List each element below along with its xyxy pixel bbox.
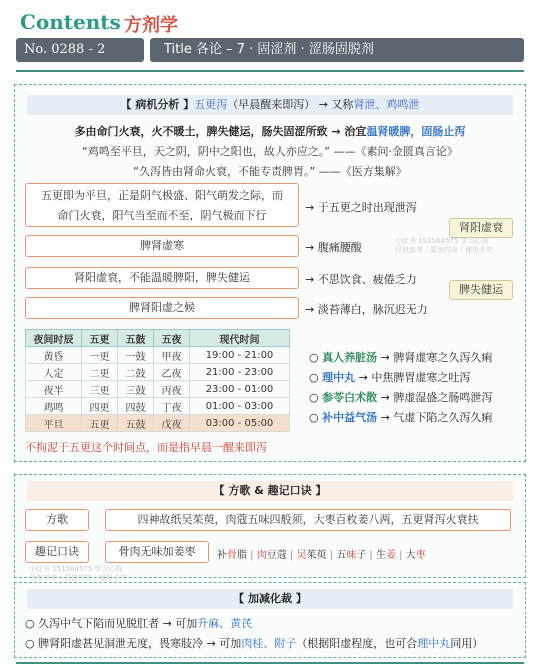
contents-label: Contents [20, 10, 121, 34]
herb-key-char: 姜 [385, 550, 396, 561]
table-cell: 三鼓 [118, 381, 154, 398]
modification-1: ○ 久泻中气下陷而见脱肛者 → 可加升麻、黄芪 [25, 617, 253, 630]
symptom-3: → 不思饮食、疲倦乏力 [305, 273, 417, 286]
formula-1: ○ 真人养脏汤 → 脾肾虚寒之久泻久痢 [309, 351, 493, 364]
table-header: 夜间时辰 [26, 330, 82, 347]
table-header: 五夜 [154, 330, 190, 347]
table-cell: 一鼓 [118, 347, 154, 364]
table-cell: 一更 [82, 347, 118, 364]
herb-prefix: 生 [375, 550, 386, 561]
header-divider [16, 70, 524, 72]
herb-suffix: 茱萸 [306, 550, 327, 561]
song-title: 【 方歌 & 趣记口诀 】 [27, 481, 513, 501]
cause-line: 多由命门火衰，火不暖土，脾失健运，肠失固涩所致 → 治宜温肾暖脾，固肠止泻 [74, 125, 466, 138]
table-cell: 戊夜 [154, 415, 190, 432]
formula-4: ○ 补中益气汤 → 气虚下陷之久泻久痢 [309, 411, 493, 424]
table-cell: 四鼓 [118, 398, 154, 415]
table-cell: 丙夜 [154, 381, 190, 398]
herb-prefix: 大 [405, 550, 416, 561]
table-cell: 甲夜 [154, 347, 190, 364]
table-cell: 鸡鸣 [26, 398, 82, 415]
modification-panel [14, 582, 526, 658]
subject-label: 方剂学 [124, 15, 178, 36]
song-panel [14, 474, 526, 582]
herb-prefix: 补 [217, 550, 227, 561]
table-cell: 五更 [82, 415, 118, 432]
formula-2: ○ 理中丸 → 中焦脾胃虚寒之吐泻 [309, 371, 471, 384]
timing-note: 不拘泥于五更这个时间点，而是指早晨一醒来即泻 [25, 441, 267, 454]
tag-kidney-yang: 肾阳虚衰 [449, 218, 513, 238]
table-cell: 23:00 - 01:00 [190, 381, 290, 398]
table-header: 五更 [82, 330, 118, 347]
page-number: No. 0288 - 2 [16, 38, 144, 62]
herb-key-char: 味 [346, 550, 357, 561]
symptom-1: → 于五更之时出现泄泻 [305, 201, 417, 214]
mnemonic-text: 骨肉无味加姜枣 [105, 541, 209, 563]
modification-title: 【 加减化裁 】 [27, 589, 513, 609]
table-cell: 二鼓 [118, 364, 154, 381]
table-cell: 二更 [82, 364, 118, 381]
formula-3: ○ 参苓白术散 → 脾虚湿盛之肠鸣泄泻 [309, 391, 493, 404]
table-cell: 四更 [82, 398, 118, 415]
table-row [26, 398, 290, 415]
table-cell: 黄昏 [26, 347, 82, 364]
herb-suffix: 豆蔻 [266, 550, 287, 561]
pathology-panel [14, 84, 526, 462]
symptom-2: → 腹痛腰酸 [305, 241, 362, 254]
song-label: 方歌 [25, 509, 89, 531]
herb-suffix: 子 [356, 550, 367, 561]
song-text: 四神故纸吴茱萸，肉蔻五味四般须，大枣百枚姜八两，五更肾泻火衰扶 [105, 509, 511, 531]
watermark: 小红书 151564575 学习心得 仅供参考｜原创内容｜谨用必究 [29, 565, 127, 582]
herb-suffix: 脂 [237, 550, 247, 561]
table-cell: 三更 [82, 381, 118, 398]
cause-box-1: 五更即为平旦，正是阴气极盛、阳气萌发之际，而命门火衰，阳气当至而不至，阴气极而下行 [25, 183, 299, 227]
symptom-4: → 淡苔薄白，脉沉迟无力 [305, 303, 428, 316]
footer-divider [16, 662, 524, 664]
table-cell: 丁夜 [154, 398, 190, 415]
table-cell: 21:00 - 23:00 [190, 364, 290, 381]
table-cell: 01:00 - 03:00 [190, 398, 290, 415]
table-cell: 夜半 [26, 381, 82, 398]
modification-2: ○ 脾肾阳虚甚见洞泄无度，畏寒肢冷 → 可加肉桂、附子（根据阳虚程度，也可合理中丸同用） [25, 637, 484, 650]
watermark: 小红书 151564575 学习心得 仅供参考｜原创内容｜谨用必究 [395, 237, 493, 254]
page-title: Title 各论 – 7 · 固涩剂 · 涩肠固脱剂 [150, 38, 524, 62]
cause-box-2: 脾肾虚寒 [25, 235, 299, 257]
night-watch-table [25, 329, 290, 432]
table-cell: 19:00 - 21:00 [190, 347, 290, 364]
table-row [26, 364, 290, 381]
cause-box-4: 脾肾阳虚之候 [25, 297, 299, 319]
table-cell: 五鼓 [118, 415, 154, 432]
pathology-title: 【 病机分析 】五更泻（早晨醒来即泻） → 又称肾泄、鸡鸣泄 [27, 95, 513, 115]
table-cell: 人定 [26, 364, 82, 381]
herb-key-char: 骨 [227, 550, 237, 561]
table-cell: 乙夜 [154, 364, 190, 381]
table-header: 现代时间 [190, 330, 290, 347]
table-row [26, 415, 290, 432]
herb-key-char: 吴 [296, 550, 307, 561]
tag-spleen: 脾失健运 [449, 280, 513, 300]
quote-yifang: “久泻皆由肾命火衰，不能专责脾胃。” ——《医方集解》 [133, 165, 407, 178]
herb-list: 补骨脂 | 肉豆蔻 | 吴茱萸 | 五味子 | 生姜 | 大枣 [217, 550, 426, 561]
herb-key-char: 枣 [415, 550, 426, 561]
table-row [26, 347, 290, 364]
header [14, 8, 526, 36]
cause-box-3: 肾阳虚衰，不能温暖脾阳，脾失健运 [25, 267, 299, 289]
table-row [26, 381, 290, 398]
herb-key-char: 肉 [256, 550, 267, 561]
table-cell: 03:00 - 05:00 [190, 415, 290, 432]
mnemonic-label: 趣记口诀 [25, 541, 89, 563]
quote-suwen: “鸡鸣至平旦，天之阴，阴中之阳也，故人亦应之。” ——《素问·金匮真言论》 [82, 145, 458, 158]
table-header: 五鼓 [118, 330, 154, 347]
table-cell: 平旦 [26, 415, 82, 432]
herb-prefix: 五 [336, 550, 347, 561]
